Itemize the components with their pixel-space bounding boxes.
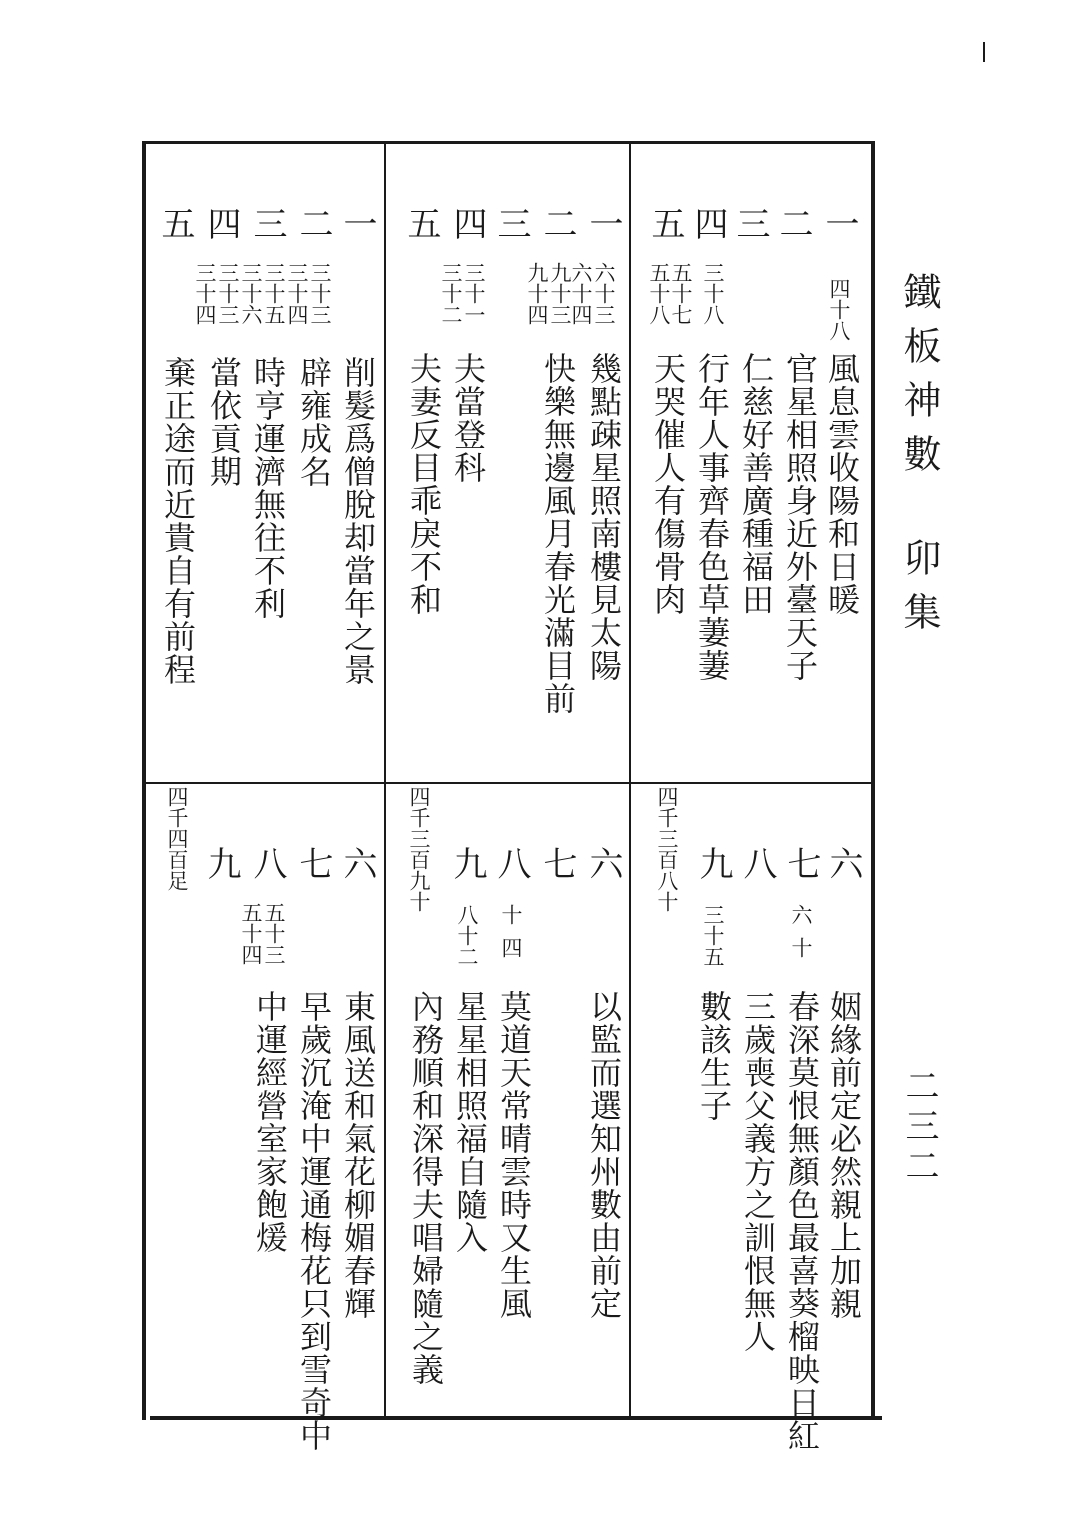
frame-bottom-border <box>150 1416 882 1420</box>
verse: 仁慈好善廣種福田 <box>737 352 775 616</box>
verse: 姻緣前定必然親上加親 <box>825 990 863 1320</box>
entry-number: 二 <box>537 206 577 240</box>
verse: 以監而選知州數由前定 <box>585 990 623 1320</box>
verse: 時亨運濟無往不利 <box>249 356 287 620</box>
verse: 早歲沉淹中運通梅花只到雪奇中 <box>295 990 333 1452</box>
entry-ref: 四十八 <box>827 278 851 341</box>
frame-top-border <box>142 141 874 144</box>
verse: 當依貢期 <box>205 356 243 488</box>
entry-ref: 五十八 <box>647 262 671 325</box>
verse: 星星相照福自隨入 <box>451 990 489 1254</box>
entry-ref: 三十五 <box>262 262 286 325</box>
entry-number: 六 <box>823 846 863 880</box>
entry-number: 一 <box>583 206 623 240</box>
entry-ref: 六十三 <box>592 262 616 325</box>
verse: 春深莫恨無顏色最喜葵榴映日紅 <box>783 990 821 1452</box>
entry-ref: 九十四 <box>525 262 549 325</box>
ref-pair <box>240 262 284 325</box>
group-label: 四千四百足 <box>165 786 189 891</box>
entry-number: 一 <box>337 206 377 240</box>
page-number: 二三二 <box>899 1068 939 1188</box>
entry-ref: 六十四 <box>569 262 593 325</box>
verse: 削髮爲僧脫却當年之景 <box>339 356 377 686</box>
verse: 莫道天常晴雲時又生風 <box>495 990 533 1320</box>
verse: 夫當登科 <box>449 352 487 484</box>
verse: 東風送和氣花柳媚春輝 <box>339 990 377 1320</box>
entry-ref: 三十四 <box>193 262 217 325</box>
verse: 中運經營室家飽煖 <box>251 990 289 1254</box>
entry-ref: 三十三 <box>216 262 240 325</box>
entry-ref: 八十二 <box>455 904 479 967</box>
verse: 辟雍成名 <box>295 356 333 488</box>
entry-ref: 三十八 <box>701 262 725 325</box>
entry-number: 五 <box>401 206 441 240</box>
row-divider <box>146 782 871 784</box>
entry-number: 八 <box>737 846 777 880</box>
entry-ref: 十四 <box>499 904 523 970</box>
entry-number: 六 <box>337 846 377 880</box>
verse: 行年人事齊春色草萋萋 <box>693 352 731 682</box>
entry-number: 一 <box>819 206 859 240</box>
entry-number: 七 <box>537 846 577 880</box>
entry-ref: 五十七 <box>669 262 693 325</box>
frame-left-border <box>142 141 146 1420</box>
verse: 官星相照身近外臺天子 <box>781 352 819 682</box>
entry-number: 五 <box>645 206 685 240</box>
verse: 快樂無邊風月春光滿目前 <box>539 352 577 715</box>
ref-pair <box>240 902 284 965</box>
entry-number: 七 <box>293 846 333 880</box>
verse: 夫妻反目乖戾不和 <box>405 352 443 616</box>
entry-number: 六 <box>583 846 623 880</box>
entry-number: 八 <box>247 846 287 880</box>
column-divider-right <box>629 144 631 1416</box>
frame-right-border <box>871 141 875 1420</box>
entry-number: 三 <box>491 206 531 240</box>
entry-number: 二 <box>773 206 813 240</box>
ref-pair <box>526 262 570 325</box>
entry-number: 九 <box>201 846 241 880</box>
entry-ref: 三十三 <box>308 262 332 325</box>
corner-mark <box>983 42 985 62</box>
entry-number: 四 <box>201 206 241 240</box>
entry-ref: 三十六 <box>239 262 263 325</box>
ref-pair <box>286 262 330 325</box>
column-divider-left <box>384 144 386 1416</box>
entry-number: 八 <box>491 846 531 880</box>
entry-number: 二 <box>293 206 333 240</box>
entry-number: 三 <box>247 206 287 240</box>
verse: 風息雲收陽和日暖 <box>823 352 861 616</box>
book-title: 鐵板神數 <box>897 272 941 488</box>
entry-ref: 三十五 <box>701 904 725 967</box>
collection-name: 卯集 <box>897 538 941 646</box>
entry-ref: 五十四 <box>239 902 263 965</box>
entry-ref: 六十 <box>789 904 813 970</box>
entry-ref: 五十三 <box>262 902 286 965</box>
verse: 數該生子 <box>695 990 733 1122</box>
verse: 三歲喪父義方之訓恨無人 <box>739 990 777 1353</box>
verse: 棄正途而近貴自有前程 <box>159 356 197 686</box>
entry-number: 九 <box>693 846 733 880</box>
entry-number: 四 <box>688 206 728 240</box>
entry-number: 四 <box>447 206 487 240</box>
verse: 天哭催人有傷骨肉 <box>649 352 687 616</box>
ref-pair <box>440 262 484 325</box>
group-label: 四千三百八十 <box>655 786 679 912</box>
entry-ref: 三十二 <box>439 262 463 325</box>
entry-number: 五 <box>155 206 195 240</box>
entry-ref: 三十一 <box>462 262 486 325</box>
entry-ref: 三十四 <box>285 262 309 325</box>
verse: 內務順和深得夫唱婦隨之義 <box>407 990 445 1386</box>
group-label: 四千三百九十 <box>407 786 431 912</box>
entry-ref: 九十三 <box>548 262 572 325</box>
entry-number: 三 <box>730 206 770 240</box>
verse: 幾點疎星照南樓見太陽 <box>585 352 623 682</box>
entry-number: 九 <box>447 846 487 880</box>
ref-pair <box>194 262 238 325</box>
ref-pair <box>570 262 614 325</box>
entry-number: 七 <box>781 846 821 880</box>
